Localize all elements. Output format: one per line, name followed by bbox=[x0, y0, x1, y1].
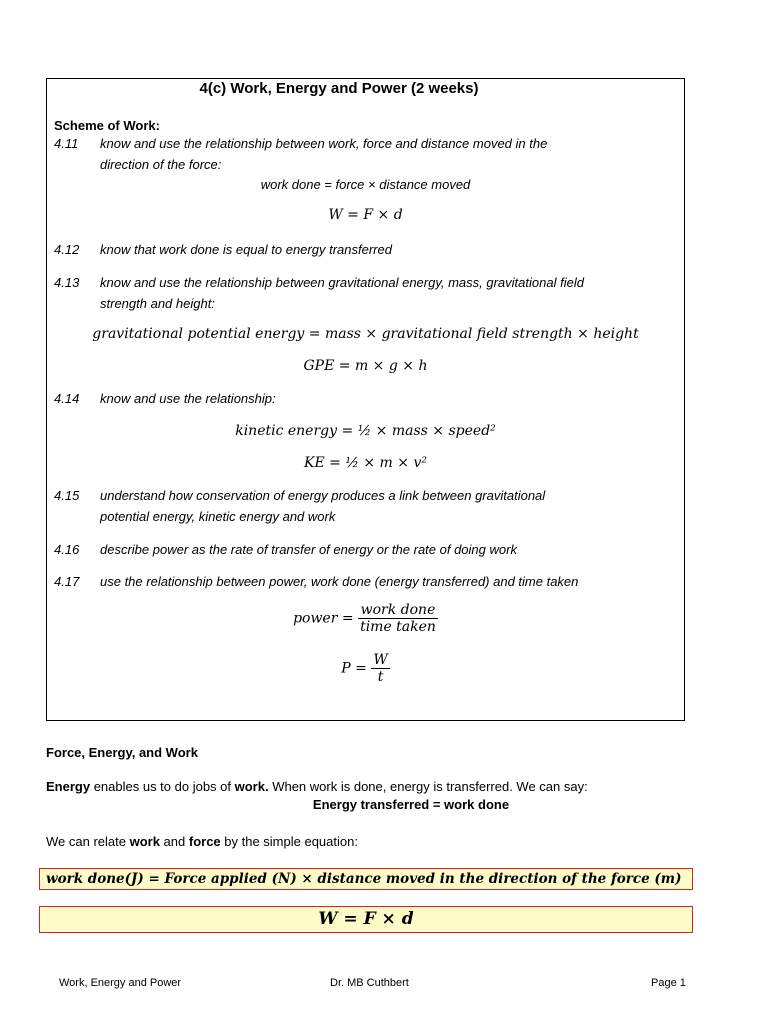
section-heading: Force, Energy, and Work bbox=[46, 745, 198, 760]
ke-equation-words: kinetic energy = ½ × mass × speed² bbox=[235, 423, 496, 439]
item-number: 4.17 bbox=[54, 574, 80, 589]
power-equation-words: power = $\frac{\text{work done}}{\text{time taken}}$ bbox=[293, 602, 436, 635]
footer-left: Work, Energy and Power bbox=[59, 977, 182, 989]
work-equation-symbols: W = F × d bbox=[328, 207, 403, 223]
item-number: 4.13 bbox=[54, 275, 80, 290]
item-text: use the relationship between power, work done (energy transferred) and time taken bbox=[100, 574, 579, 589]
footer-center: Dr. MB Cuthbert bbox=[330, 977, 409, 989]
power-fraction: $\frac{\text{work done}}{\text{time taken}}$ bbox=[360, 602, 436, 635]
item-text: know that work done is equal to energy transferred bbox=[100, 242, 392, 257]
item-text: describe power as the rate of transfer of energy or the rate of doing work bbox=[100, 542, 517, 557]
page-title: 4(c) Work, Energy and Power (2 weeks) bbox=[199, 80, 479, 97]
gpe-equation-symbols: GPE = m × g × h bbox=[303, 358, 428, 374]
item-number: 4.16 bbox=[54, 542, 80, 557]
item-text: know and use the relationship between gravitational energy, mass, gravitational field strength and height: bbox=[100, 275, 584, 311]
power-equation-symbols: P = $\frac{W}{t}$ bbox=[341, 652, 388, 685]
item-number: 4.11 bbox=[54, 136, 79, 151]
energy-equation: Energy transferred = work done bbox=[312, 797, 510, 812]
work-equation-box: work done(J) = Force applied (N) × distance moved in the direction of the force (m) bbox=[39, 868, 693, 890]
scheme-heading: Scheme of Work: bbox=[54, 118, 160, 133]
item-text: know and use the relationship: bbox=[100, 391, 276, 406]
gpe-equation-words: gravitational potential energy = mass × gravitational field strength × height bbox=[92, 326, 639, 342]
footer-page-number: Page 1 bbox=[651, 977, 686, 989]
item-text: know and use the relationship between work, force and distance moved in the direction of the force: bbox=[100, 136, 548, 172]
item-number: 4.12 bbox=[54, 242, 80, 257]
ke-equation-symbols: KE = ½ × m × v² bbox=[304, 455, 427, 471]
energy-paragraph: Energy enables us to do jobs of work. When work is done, energy is transferred. We can say: bbox=[46, 779, 588, 794]
work-symbol-box: W = F × d bbox=[39, 906, 693, 933]
work-equation-words: work done = force × distance moved bbox=[260, 177, 471, 192]
item-number: 4.14 bbox=[54, 391, 80, 406]
item-number: 4.15 bbox=[54, 488, 80, 503]
p-fraction: $\frac{W}{t}$ bbox=[373, 652, 388, 685]
item-text: understand how conservation of energy produces a link between gravitational potential energy, kinetic energy and work bbox=[100, 488, 546, 524]
relate-paragraph: We can relate work and force by the simple equation: bbox=[46, 834, 358, 849]
